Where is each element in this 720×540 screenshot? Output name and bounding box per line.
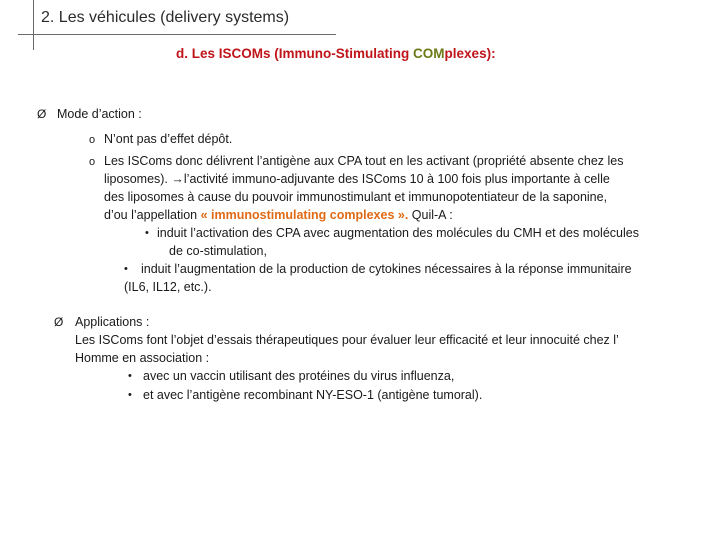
dot-bullet-icon: • — [145, 227, 149, 239]
heading-com: COM — [413, 46, 445, 61]
applications-line-1: Les ISComs font l’objet d’essais thérapeutiques pour évaluer leur efficacité et leur innocuité chez l’ — [75, 333, 619, 347]
title-vertical-rule — [33, 0, 34, 50]
sub-item-2-line-2: (IL6, IL12, etc.). — [124, 280, 212, 294]
mode-heading: Mode d’action : — [57, 107, 142, 121]
heading-stimulating: Stimulating — [335, 46, 410, 61]
mode-item-2-line-1: Les ISComs donc délivrent l’antigène aux CPA tout en les activant (propriété absente chez les — [104, 154, 624, 168]
slide-title: 2. Les véhicules (delivery systems) — [41, 9, 290, 26]
dot-bullet-icon: • — [124, 263, 128, 275]
applications-bullet-1: avec un vaccin utilisant des protéines du virus influenza, — [143, 369, 455, 383]
quil-a-label: Quil-A : — [408, 208, 453, 222]
heading-prefix: d. Les ISCOMs ( — [176, 46, 279, 61]
circle-bullet-icon: o — [89, 156, 96, 168]
mode-item-2-line-4 — [104, 206, 453, 224]
mode-item-2-line-2-text: liposomes). — [104, 172, 172, 186]
sub-item-1-line-2: de co-stimulation, — [169, 244, 267, 258]
mode-item-1: N’ont pas d’effet dépôt. — [104, 132, 233, 146]
mode-item-2-line-4-text: d’ou l’appellation — [104, 208, 201, 222]
mode-item-2-line-2-cont: l’activité immuno-adjuvante des ISComs 10 à 100 fois plus importante à celle — [183, 172, 610, 186]
applications-bullet-2: et avec l’antigène recombinant NY-ESO-1 (antigène tumoral). — [143, 388, 483, 402]
section-heading — [176, 46, 496, 61]
mode-item-2-line-2 — [104, 170, 610, 188]
title-underline — [18, 34, 336, 35]
dot-bullet-icon: • — [128, 389, 132, 401]
sub-item-1-line-1: induit l’activation des CPA avec augmentation des molécules du CMH et des molécules — [157, 226, 639, 240]
dot-bullet-icon: • — [128, 370, 132, 382]
arrow-bullet-icon: Ø — [37, 107, 47, 121]
right-arrow-icon: → — [171, 172, 184, 186]
immunostimulating-highlight: « immunostimulating complexes ». — [200, 208, 409, 222]
mode-item-2-line-3: des liposomes à cause du pouvoir immunostimulant et immunopotentiateur de la saponine, — [104, 190, 608, 204]
circle-bullet-icon: o — [89, 134, 96, 146]
arrow-bullet-icon: Ø — [54, 315, 64, 329]
heading-suffix: plexes): — [444, 46, 496, 61]
sub-item-2-line-1: induit l’augmentation de la production de cytokines nécessaires à la réponse immunitaire — [141, 262, 632, 276]
heading-immuno: Immuno — [278, 46, 332, 61]
heading-dash: - — [331, 46, 336, 61]
applications-heading: Applications : — [75, 315, 150, 329]
applications-line-2: Homme en association : — [75, 351, 210, 365]
